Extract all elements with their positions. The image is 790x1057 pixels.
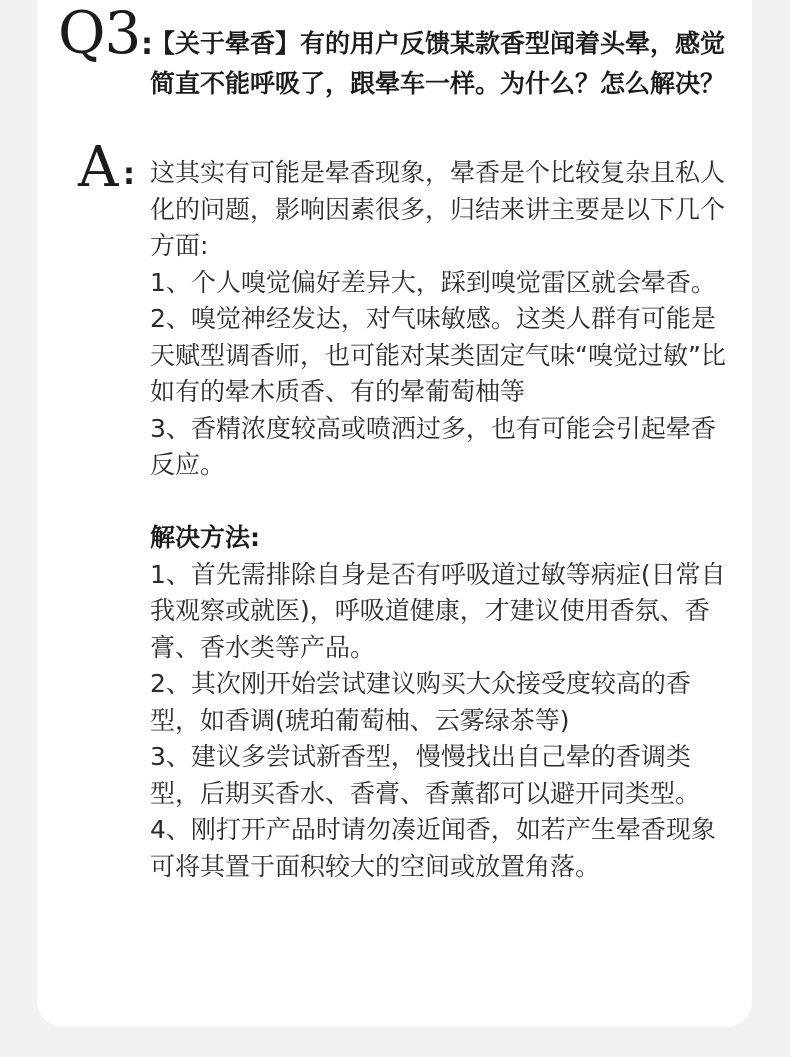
- question-marker: Q3: [58, 0, 141, 67]
- question-text: 【关于晕香】有的用户反馈某款香型闻着头晕，感觉简直不能呼吸了，跟晕车一样。为什么？怎么解决？: [150, 29, 726, 98]
- cause-item: 1、个人嗅觉偏好差异大，踩到嗅觉雷区就会晕香。: [150, 267, 716, 297]
- cause-item: 2、嗅觉神经发达，对气味敏感。这类人群有可能是天赋型调香师，也可能对某类固定气味“嗅觉过敏”比如有的晕木质香、有的晕葡萄柚等: [150, 304, 726, 406]
- solution-item: 4、刚打开产品时请勿凑近闻香，如若产生晕香现象可将其置于面积较大的空间或放置角落。: [150, 815, 716, 881]
- cause-item: 3、香精浓度较高或喷洒过多，也有可能会引起晕香反应。: [150, 413, 716, 479]
- answer-marker: A: [78, 135, 119, 200]
- answer-marker-colon: :: [123, 157, 135, 192]
- solution-item: 1、首先需排除自身是否有呼吸道过敏等病症(日常自我观察或就医)，呼吸道健康，才建议使用香氛、香膏、香水类等产品。: [150, 559, 726, 662]
- question-marker-colon: :: [141, 27, 153, 62]
- section-spacer: [150, 484, 740, 521]
- solutions-heading: 解决方法:: [150, 523, 260, 552]
- solution-item: 3、建议多尝试新香型，慢慢找出自己晕的香调类型，后期买香水、香膏、香薰都可以避开同类型。: [150, 742, 701, 808]
- answer-intro: 这其实有可能是晕香现象，晕香是个比较复杂且私人化的问题，影响因素很多，归结来讲主要是以下几个方面:: [150, 158, 726, 260]
- solution-item: 2、其次刚开始尝试建议购买大众接受度较高的香型，如香调(琥珀葡萄柚、云雾绿茶等): [150, 669, 691, 735]
- answer-body: [150, 155, 740, 885]
